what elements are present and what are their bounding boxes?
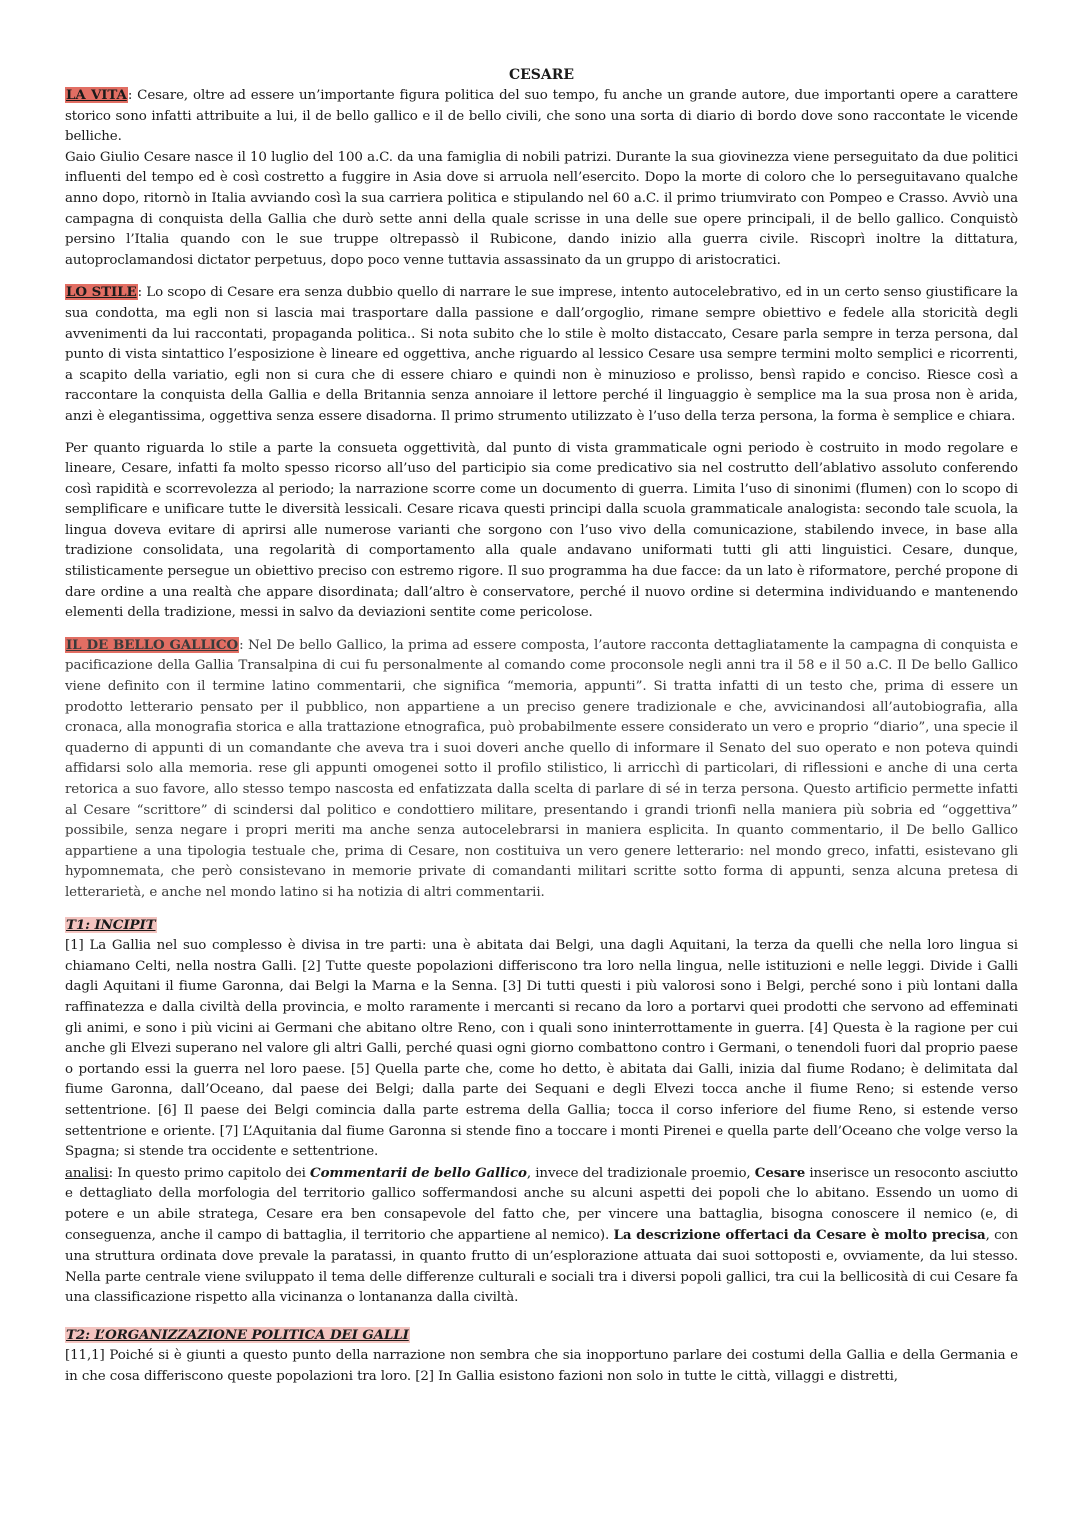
debello-paragraph: IL DE BELLO GALLICO: Nel De bello Gallico, la prima ad essere composta, l’autore racconta dettagliatamente la campagna di conquista e pacificazione della Gallia Transalpina di cui fu personalmente al comando come proconsole negli anni tra il 58 e il 50 a.C. Il De bello Gallico viene definito con il termine latino commentarii, che significa “memoria, appunti”. Si tratta infatti di un testo che, prima di essere un prodotto letterario pensato per il pubblico, non appartiene a un preciso genere tradizionale e che, avvicinandosi all’autobiografia, alla cronaca, alla monografia storica e alla trattazione etnografica, può probabilmente essere considerato un vero e proprio “diario”, una specie il quaderno di appunti di un comandante che aveva tra i suoi doveri anche quello di informare il Senato del suo operato e non poteva quindi affidarsi solo alla memoria. rese gli appunti omogenei sotto il profilo stilistico, li arricchì di particolari, di riflessioni e anche di una certa retorica a suo favore, allo stesso tempo nascosta ed enfatizzata dalla scelta di parlare di sé in terza persona. Questo artificio permette infatti al Cesare “scrittore” di scindersi dal politico e condottiero militare, presentando i grandi trionfi nella maniera più sobria ed “oggettiva” possibile, senza negare i propri meriti ma anche senza autocelebrarsi in maniera esplicita. In quanto commentario, il De bello Gallico appartiene a una tipologia testuale che, prima di Cesare, non costituiva un vero genere letterario: nel mondo greco, infatti, esistevano gli hypomnemata, che però consistevano in memorie private di comandanti militari scritte sotto forma di appunti, senza alcuna pretesa di letterarietà, e anche nel mondo latino si ha notizia di altri commentarii. (65, 636, 1018, 900)
t2-heading: T2: L’ORGANIZZAZIONE POLITICA DEI GALLI (66, 1326, 409, 1343)
stile-paragraph: LO STILE: Lo scopo di Cesare era senza dubbio quello di narrare le sue imprese, intento autocelebrativo, ed in un certo senso giustificare la sua condotta, ma egli non si lascia mai trasportare dalla passione e dall’orgoglio, rimane sempre obiettivo e fedele alla storicità degli avvenimenti da lui raccontati, propaganda politica.. Si nota subito che lo stile è molto distaccato, Cesare parla sempre in terza persona, dal punto di vista sintattico l’esposizione è lineare ed oggettiva, anche riguardo al lessico Cesare usa sempre termini molto semplici e ricorrenti, a scapito della variatio, egli non si cura che di essere chiaro e quindi non è minuzioso e prolisso, bensì rapido e conciso. Riesce così a raccontare la conquista della Gallia e della Britannia senza annoiare il lettore perché il linguaggio è semplice ma la sua prosa non è arida, anzi è elegantissima, oggettiva senza essere disadorna. Il primo strumento utilizzato è l’uso della terza persona, la forma è semplice e chiara. (65, 284, 1019, 424)
t2-text: [11,1] Poiché si è giunti a questo punto della narrazione non sembra che sia inopportuno parlare dei costumi della Gallia e della Germania e in che cosa differiscono queste popolazioni tra loro. [2] In Gallia esistono fazioni non solo in tutte le città, villaggi e distretti, (65, 1348, 1018, 1385)
stile-heading: LO STILE (66, 284, 137, 301)
page-title: CESARE (508, 67, 575, 83)
vita-heading: LA VITA (66, 87, 127, 103)
stile-paragraph-2: Per quanto riguarda lo stile a parte la consueta oggettività, dal punto di vista grammaticale ogni periodo è costruito in modo regolare e lineare, Cesare, infatti fa molto spesso ricorso all’uso del participio sia come predicativo sia nel costrutto dell’ablativo assoluto conferendo così rapidità e scorrevolezza al periodo; la narrazione scorre come un documento di guerra. Limita l’uso di sinonimi (flumen) con lo scopo di semplificare e unificare tutte le diversità lessicali. Cesare ricava questi principi dalla scuola grammaticale analogista: secondo tale scuola, la lingua doveva evitare di aprirsi alle numerose varianti che sorgono con l’uso vivo della comunicazione, stabilendo invece, in base alla tradizione consolidata, una regolarità di comportamento alla quale andavano uniformati tutti gli atti linguistici. Cesare, dunque, stilisticamente persegue un obiettivo preciso con estremo rigore. Il suo programma ha due facce: da un lato è riformatore, perché propone di dare ordine a una realtà che appare disordinata; dall’altro è conservatore, perché il nuovo ordine si determina individuando e mantenendo elementi della tradizione, messi in salvo da deviazioni sentite come pericolose. (65, 440, 1018, 621)
t1-text: [1] La Gallia nel suo complesso è divisa in tre parti: una è abitata dai Belgi, una dagli Aquitani, la terza da quelli che nella loro lingua si chiamano Celti, nella nostra Galli. [2] Tutte queste popolazioni differiscono tra loro nella lingua, nelle istituzioni e nelle leggi. Divide i Galli dagli Aquitani il fiume Garonna, dai Belgi la Marna e la Senna. [3] Di tutti questi i più valorosi sono i Belgi, perché sono i più lontani dalla raffinatezza e dalla civiltà della provincia, e molto raramente i mercanti si recano da loro a portarvi quei prodotti che servono ad effeminati gli animi, e sono i più vicini ai Germani che abitano oltre Reno, con i quali sono ininterrottamente in guerra. [4] Questa è la ragione per cui anche gli Elvezi superano nel valore gli altri Galli, perché quasi ogni giorno combattono contro i Germani, o tenendoli fuori dal proprio paese o portando essi la guerra nel loro paese. [5] Quella parte che, come ho detto, è abitata dai Galli, inizia dal fiume Rodano; è delimitata dal fiume Garonna, dall’Oceano, dal paese dei Belgi; dalla parte dei Sequani e degli Elvezi tocca anche il fiume Reno; si estende verso settentrione. [6] Il paese dei Belgi comincia dalla parte estrema della Gallia; tocca il corso inferiore del fiume Reno, si estende verso settentrione e oriente. [7] L’Aquitania dal fiume Garonna si stende fino a toccare i monti Pirenei e quella parte dell’Oceano che volge verso la Spagna; si stende tra occidente e settentrione. (65, 938, 1018, 1160)
t1-heading-line (65, 915, 1018, 937)
vita-paragraph-2: Gaio Giulio Cesare nasce il 10 luglio del 100 a.C. da una famiglia di nobili patrizi. Durante la sua giovinezza viene perseguitato da due politici influenti del tempo ed è così costretto a fuggire in Asia dove si arruola nell’esercito. Dopo la morte di coloro che lo perseguitavano qualche anno dopo, ritornò in Italia avviando così la sua carriera politica e stipulando nel 60 a.C. il primo triumvirato con Pompeo e Crasso. Avviò una campagna di conquista della Gallia che durò sette anni della quale scrisse in una delle sue opere principali, il de bello gallico. Conquistò persino l’Italia quando con le sue truppe oltrepassò il Rubicone, dando inizio alla guerra civile. Riscoprì inoltre la dittatura, autoproclamandosi dictator perpetuus, dopo poco venne tuttavia assassinato da un gruppo di aristocratici. (65, 149, 1018, 268)
t1-heading: T1: INCIPIT (66, 916, 156, 933)
t1-analisi: analisi: In questo primo capitolo dei Commentarii de bello Gallico, invece del tradizionale proemio, Cesare inserisce un resoconto asciutto e dettagliato della morfologia del territorio gallico soffermandosi anche su alcuni aspetti dei popoli che lo abitano. Essendo un uomo di potere e un abile stratega, Cesare era ben consapevole del fatto che, per vincere una battaglia, bisogna conoscere il nemico (e, di conseguenza, anche il campo di battaglia, il territorio che appartiene al nemico). La descrizione offertaci da Cesare è molto precisa, con una struttura ordinata dove prevale la paratassi, in quanto frutto di un’esplorazione attuata dai suoi sottoposti e, ovviamente, da lui stesso. Nella parte centrale viene sviluppato il tema delle differenze culturali e sociali tra i diversi popoli gallici, tra cui la bellicosità di cui Cesare fa una classificazione rispetto alla vicinanza o lontananza dalla civiltà. (65, 1164, 1019, 1306)
t2-heading-line (65, 1325, 1018, 1347)
vita-paragraph: LA VITA: Cesare, oltre ad essere un’importante figura politica del suo tempo, fu anche un grande autore, due importanti opere a carattere storico sono infatti attribuite a lui, il de bello gallico e il de bello civili, che sono una sorta di diario di bordo dove sono raccontate le vicende belliche. (65, 87, 1019, 145)
debello-heading: IL DE BELLO GALLICO (66, 636, 239, 653)
analisi-label: analisi (65, 1165, 109, 1181)
